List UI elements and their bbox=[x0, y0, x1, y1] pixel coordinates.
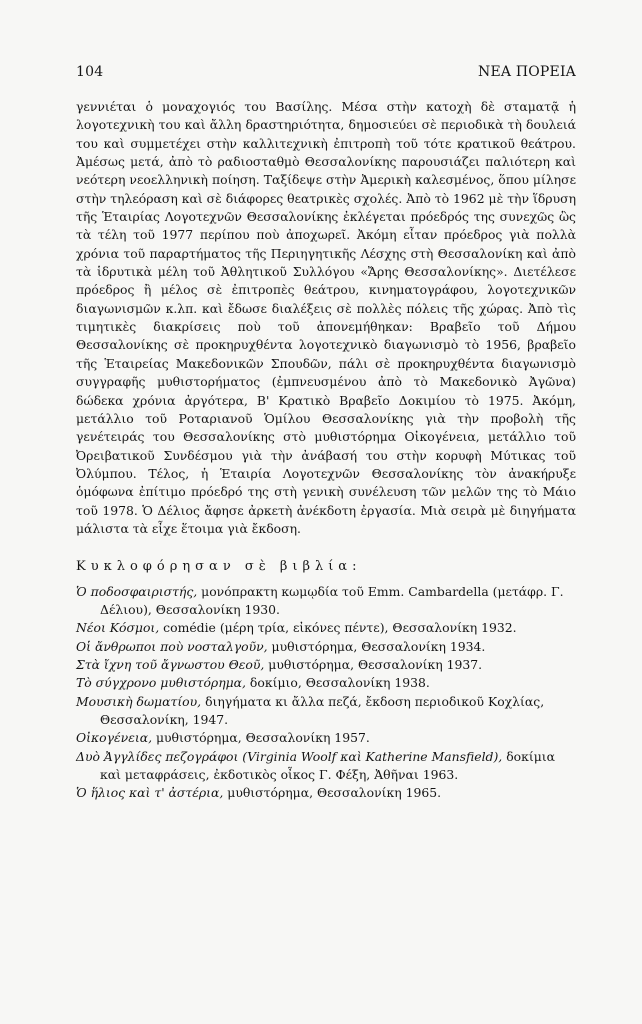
book-title: Οἰκογένεια, bbox=[76, 730, 153, 746]
running-title: ΝΕΑ ΠΟΡΕΙΑ bbox=[478, 64, 576, 80]
bibliography-entry bbox=[76, 748, 576, 785]
bibliography-entry bbox=[76, 729, 576, 747]
book-title: Οἱ ἄνθρωποι ποὺ νοσταλγοῦν, bbox=[76, 638, 268, 654]
bibliography-list bbox=[76, 583, 576, 803]
book-details: comédie (μέρη τρία, εἰκόνες πέντε), Θεσσαλονίκη 1932. bbox=[159, 620, 517, 636]
bibliography-entry bbox=[76, 693, 576, 730]
book-details: μονόπρακτη κωμῳδία τοῦ Emm. Cambardella (μετάφρ. Γ. Δέλιου), Θεσσαλονίκη 1930. bbox=[100, 583, 564, 617]
bibliography-entry bbox=[76, 674, 576, 692]
bibliography-heading: Κυκλοφόρησαν σὲ βιβλία: bbox=[76, 559, 362, 575]
book-title: Νέοι Κόσμοι, bbox=[76, 620, 160, 636]
book-title: Στὰ ἴχνη τοῦ ἄγνωστου Θεοῦ, bbox=[76, 656, 265, 672]
bibliography-entry bbox=[76, 638, 576, 656]
bibliography-entry bbox=[76, 656, 576, 674]
book-title: Τὸ σύγχρονο μυθιστόρημα, bbox=[76, 675, 246, 691]
book-title: Ὁ ἥλιος καὶ τ' ἀστέρια, bbox=[76, 785, 224, 801]
book-details: δοκίμια καὶ μεταφράσεις, ἐκδοτικὸς οἶκος Γ. Φέξη, Ἀθῆναι 1963. bbox=[100, 748, 555, 783]
page-body bbox=[76, 98, 576, 803]
bibliography-entry bbox=[76, 619, 576, 637]
biography-paragraph: γεννιέται ὁ μοναχογιός του Βασίλης. Μέσα στὴν κατοχὴ δὲ σταματᾷ ἡ λογοτεχνικὴ του καὶ ἄλλη δραστηριότητα, δημοσιεύει σὲ περιοδικὰ τὴ δουλειά του καὶ συμμετέχει στὴν καλλιτεχνικὴ ἐπιτροπὴ τοῦ τότε κρατικοῦ θεάτρου. Ἀμέσως μετά, ἀπὸ τὸ ραδιοσταθμὸ Θεσσαλονίκης παρουσιάζει παλιότερη καὶ νεότερη νεοελληνικὴ ποίηση. Ταξίδεψε στὴν Ἀμερικὴ καλεσμένος, ὅπου μίλησε στὴν τηλεόραση καὶ σὲ διάφορες θεατρικὲς σχολές. Ἀπὸ τὸ 1962 μὲ τὴν ἵδρυση τῆς Ἑταιρίας Λογοτεχνῶν Θεσσαλονίκης ἐκλέγεται πρόεδρός της συνεχῶς ὣς τὰ τέλη τοῦ 1977 περίπου ποὺ ἀποχωρεῖ. Ἀκόμη εἶταν πρόεδρος γιὰ πολλὰ χρόνια τοῦ παραρτήματος τῆς Περιηγητικῆς Λέσχης στὴ Θεσσαλονίκη καὶ ἀπὸ τὰ ἱδρυτικὰ μέλη τοῦ Ἀθλητικοῦ Συλλόγου «Ἄρης Θεσσαλονίκης». Διετέλεσε πρόεδρος ἢ μέλος σὲ ἐπιτροπὲς θεάτρου, κινηματογράφου, λογοτεχνικῶν διαγωνισμῶν κ.λπ. καὶ ἔδωσε διαλέξεις σὲ πολλὲς πόλεις τῆς χώρας. Ἀπὸ τὶς τιμητικὲς διακρίσεις ποὺ τοῦ ἀπονεμήθηκαν: Βραβεῖο τοῦ Δήμου Θεσσαλονίκης σὲ προκηρυχθέντα λογοτεχνικὸ διαγωνισμὸ τὸ 1956, βραβεῖο τῆς Ἑταιρείας Μακεδονικῶν Σπουδῶν, πάλι σὲ προκηρυχθέντα διαγωνισμὸ συγγραφῆς μυθιστορήματος (ἐμπνευσμένου ἀπὸ τὸ Μακεδονικὸ Ἀγῶνα) δώδεκα χρόνια ἀργότερα, Β' Κρατικὸ Βραβεῖο Δοκιμίου τὸ 1975. Ἀκόμη, μετάλλιο τοῦ Ροταριανοῦ Ὁμίλου Θεσσαλονίκης γιὰ τὴν προβολὴ τῆς γενέτειράς του Θεσσαλονίκης στὸ μυθιστόρημα Οἰκογένεια, μετάλλιο τοῦ Ὀρειβατικοῦ Συνδέσμου γιὰ τὴν ἀνάβασή του στὴν κορυφὴ Μύτικας τοῦ Ὀλύμπου. Τέλος, ἡ Ἑταιρία Λογοτεχνῶν Θεσσαλονίκης τὸν ἀνακήρυξε ὁμόφωνα ἐπίτιμο πρόεδρό της στὴ γενικὴ συνέλευση τῶν μελῶν της τὸ Μάιο τοῦ 1978. Ὁ Δέλιος ἄφησε ἀρκετὴ ἀνέκδοτη ἐργασία. Μιὰ σειρὰ μὲ διηγήματα μάλιστα τὰ εἶχε ἕτοιμα γιὰ ἔκδοση. bbox=[76, 99, 576, 536]
book-details: μυθιστόρημα, Θεσσαλονίκη 1965. bbox=[223, 785, 442, 801]
book-details: μυθιστόρημα, Θεσσαλονίκη 1937. bbox=[264, 656, 483, 672]
book-details: διηγήματα κι ἄλλα πεζά, ἔκδοση περιοδικοῦ Κοχλίας, Θεσσαλονίκη, 1947. bbox=[100, 693, 545, 727]
page-header bbox=[76, 64, 576, 80]
book-details: μυθιστόρημα, Θεσσαλονίκη 1957. bbox=[152, 730, 370, 746]
book-details: μυθιστόρημα, Θεσσαλονίκη 1934. bbox=[267, 638, 486, 654]
book-title: Μουσικὴ δωματίου, bbox=[76, 693, 202, 709]
page-number: 104 bbox=[76, 64, 104, 80]
book-title: Ὁ ποδοσφαιριστής, bbox=[76, 583, 198, 599]
bibliography-entry bbox=[76, 784, 576, 802]
bibliography-entry bbox=[76, 583, 576, 620]
book-title: Δυὸ Ἀγγλίδες πεζογράφοι (Virginia Woolf καὶ Katherine Mansfield), bbox=[76, 748, 503, 764]
book-details: δοκίμιο, Θεσσαλονίκη 1938. bbox=[245, 675, 430, 691]
